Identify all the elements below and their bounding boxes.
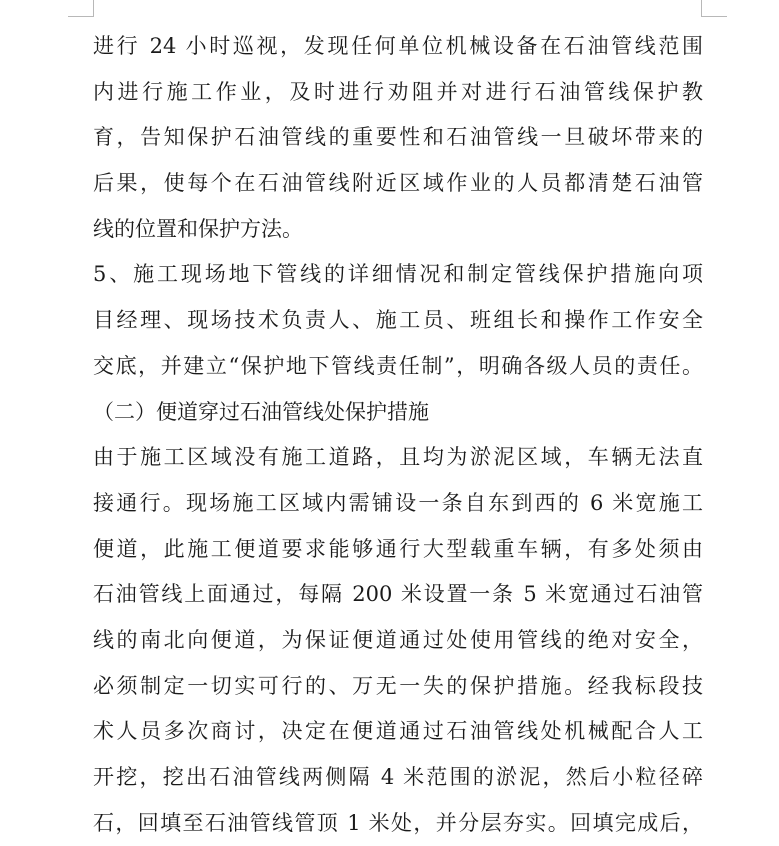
crop-mark-top-right [701,0,727,17]
paragraph-line: 必须制定一切实可行的、万无一失的保护措施。经我标段技 [93,673,703,698]
paragraph-line: 目经理、现场技术负责人、施工员、班组长和操作工作安全 [93,308,703,333]
paragraph-line: 石，回填至石油管线管顶 1 米处，并分层夯实。回填完成后， [93,810,703,835]
paragraph-line: 5、施工现场地下管线的详细情况和制定管线保护措施向项 [93,262,703,287]
document-body[interactable] [93,24,703,846]
paragraph-line: 由于施工区域没有施工道路，且均为淤泥区域，车辆无法直 [93,445,703,470]
paragraph-line: 交底，并建立“保护地下管线责任制”，明确各级人员的责任。 [93,353,703,378]
crop-mark-top-left [68,0,94,17]
paragraph-line: 术人员多次商讨，决定在便道通过石油管线处机械配合人工 [93,719,703,744]
paragraph-line: 便道，此施工便道要求能够通行大型载重车辆，有多处须由 [93,536,703,561]
paragraph-line: 石油管线上面通过，每隔 200 米设置一条 5 米宽通过石油管 [93,582,703,607]
paragraph-line: 接通行。现场施工区域内需铺设一条自东到西的 6 米宽施工 [93,490,703,515]
paragraph-line: 后果，使每个在石油管线附近区域作业的人员都清楚石油管 [93,171,703,196]
paragraph-line: 开挖，挖出石油管线两侧隔 4 米范围的淤泥，然后小粒径碎 [93,765,703,789]
paragraph-line: 进行 24 小时巡视，发现任何单位机械设备在石油管线范围 [93,34,703,58]
paragraph-line: 育，告知保护石油管线的重要性和石油管线一旦破坏带来的 [93,125,703,150]
paragraph-line-last: 线的位置和保护方法。 [93,216,303,241]
paragraph-line: 线的南北向便道，为保证便道通过处使用管线的绝对安全， [93,627,703,652]
paragraph-line: 内进行施工作业，及时进行劝阻并对进行石油管线保护教 [93,79,703,104]
section-heading: （二）便道穿过石油管线处保护措施 [93,399,429,424]
